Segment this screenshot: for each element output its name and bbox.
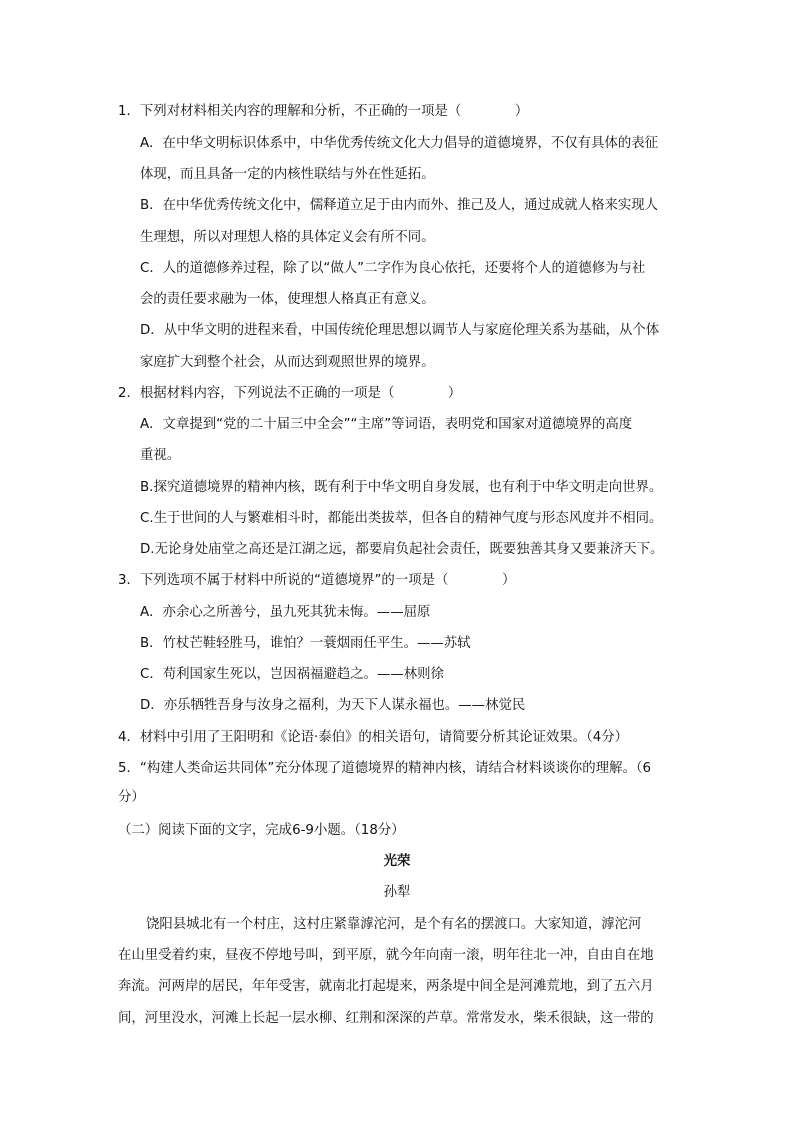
question-5-stem-cont: 分） [118,790,145,805]
question-3-option-c: C．苟利国家生死以，岂因祸福避趋之。——林则徐 [140,667,444,682]
section-heading: （二）阅读下面的文字，完成6-9小题。（18分） [118,823,405,838]
question-3-stem: 3．下列选项不属于材料中所说的“道德境界”的一项是（ ） [118,573,516,588]
question-2-option-a: A．文章提到“党的二十届三中全会”“主席”等词语，表明党和国家对道德境界的高度 [140,417,633,432]
question-1-option-d: D．从中华文明的进程来看，中国传统伦理思想以调节人与家庭伦理关系为基础，从个体 [140,323,660,338]
question-1-option-a-cont: 体现，而且具备一定的内核性联结与外在性延拓。 [140,167,435,182]
question-2-stem: 2．根据材料内容，下列说法不正确的一项是（ ） [118,386,462,401]
question-2-option-b: B.探究道德境界的精神内核，既有利于中华文明自身发展，也有利于中华文明走向世界。 [140,480,663,495]
question-1-option-b-cont: 生理想，所以对理想人格的具体定义会有所不同。 [140,230,435,245]
article-title: 光荣 [383,854,411,869]
question-5-stem: 5．“构建人类命运共同体”充分体现了道德境界的精神内核，请结合材料谈谈你的理解。（6 [118,761,652,776]
question-1-option-a: A．在中华文明标识体系中，中华优秀传统文化大力倡导的道德境界，不仅有具体的表征 [140,136,659,151]
article-author: 孙犁 [383,885,411,900]
article-paragraph-line: 奔流。河两岸的居民，年年受害，就南北打起堤来，两条堤中间全是河滩荒地，到了五六月 [118,979,654,994]
article-paragraph-line: 在山里受着约束，昼夜不停地号叫，到平原，就今年向南一滚，明年往北一冲，自由自在地 [118,948,654,963]
question-3-option-d: D．亦乐牺牲吾身与汝身之福利，为天下人谋永福也。——林觉民 [140,698,526,713]
question-4-stem: 4．材料中引用了王阳明和《论语·泰伯》的相关语句，请简要分析其论证效果。（4分） [118,730,629,745]
question-3-option-a: A．亦余心之所善兮，虽九死其犹未悔。——屈原 [140,605,431,620]
question-2-option-d: D.无论身处庙堂之高还是江湖之远，都要肩负起社会责任，既要独善其身又要兼济天下。 [140,542,664,557]
question-1-option-b: B．在中华优秀传统文化中，儒释道立足于由内而外、推己及人，通过成就人格来实现人 [140,198,659,213]
article-paragraph-line: 间，河里没水，河滩上长起一层水柳、红荆和深深的芦草。常常发水，柴禾很缺，这一带的 [118,1011,654,1026]
question-2-option-c: C.生于世间的人与繁难相斗时，都能出类拔萃，但各自的精神气度与形态风度并不相同。 [140,511,663,526]
article-paragraph-line: 饶阳县城北有一个村庄，这村庄紧靠滹沱河，是个有名的摆渡口。大家知道，滹沱河 [146,917,642,932]
question-1-option-c: C．人的道德修养过程，除了以“做人”二字作为良心依托，还要将个人的道德修为与社 [140,261,646,276]
question-1-option-c-cont: 会的责任要求融为一体，使理想人格真正有意义。 [140,292,435,307]
question-3-option-b: B．竹杖芒鞋轻胜马，谁怕？一蓑烟雨任平生。——苏轼 [140,636,471,651]
question-1-stem: 1．下列对材料相关内容的理解和分析，不正确的一项是（ ） [118,104,529,119]
question-2-option-a-cont: 重视。 [140,448,181,463]
question-1-option-d-cont: 家庭扩大到整个社会，从而达到观照世界的境界。 [140,355,435,370]
